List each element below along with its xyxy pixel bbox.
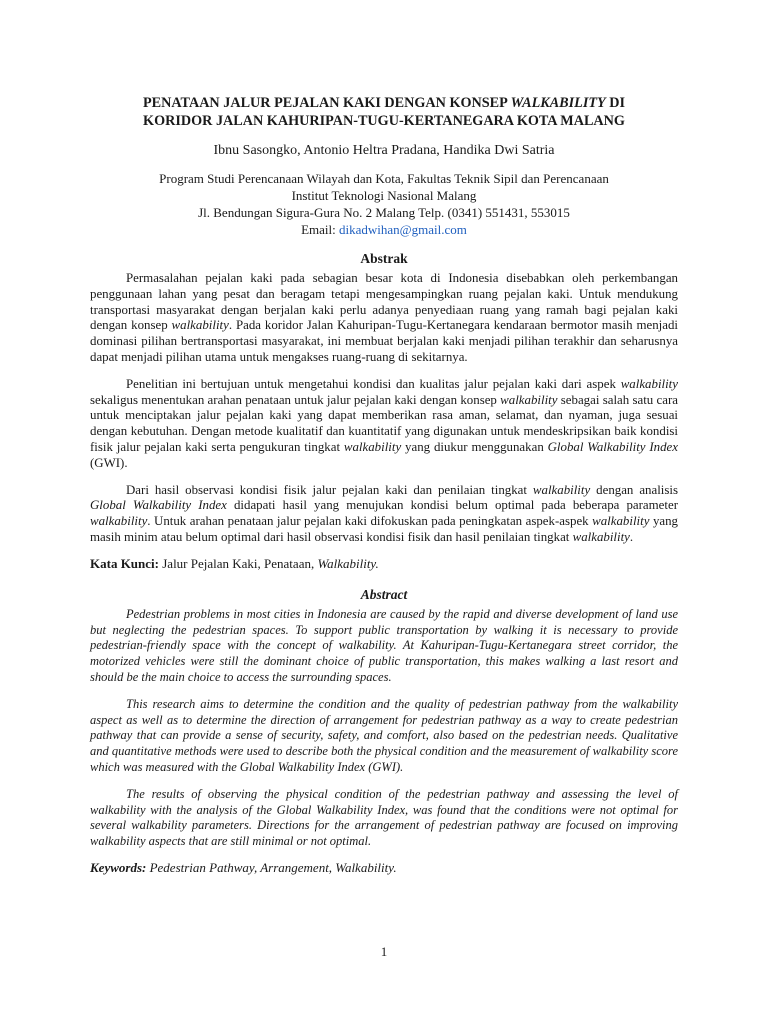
italic-term: walkability (592, 514, 650, 529)
affiliation-line1: Program Studi Perencanaan Wilayah dan Kota, Fakultas Teknik Sipil dan Perencanaan (159, 171, 609, 186)
kata-kunci-italic: Walkability. (317, 555, 379, 571)
email-link[interactable]: dikadwihan@gmail.com (339, 222, 467, 237)
abstract-heading: Abstract (360, 586, 408, 602)
italic-term: walkability (90, 514, 148, 529)
abstrak-paragraph-3 (90, 483, 678, 546)
affiliation-email (90, 221, 678, 238)
kata-kunci-label: Kata Kunci: (90, 555, 159, 571)
kata-kunci-text: Jalur Pejalan Kaki, Penataan, (158, 555, 318, 571)
abstrak-body (90, 271, 678, 546)
text-run: yang diukur menggunakan (401, 439, 548, 454)
title-line1-pre: PENATAAN JALUR PEJALAN KAKI DENGAN KONSEP (142, 95, 511, 111)
italic-term: walkability (572, 529, 630, 544)
abstract-paragraph-1: Pedestrian problems in most cities in Indonesia are caused by the rapid and diverse development of land use but neglecting the pedestrian spaces. To support public transportation by walking it is necessary to provide pedestrian-friendly space with the concept of walkability. At Kahuripan-Tugu-Kertanegara street corridor, the motorized vehicles were still the dominant choice of public transportation, this makes walking a last resort and should be the main choice to access the surrounding spaces. (90, 606, 678, 684)
abstrak-heading: Abstrak (360, 251, 408, 266)
text-run: Dari hasil observasi kondisi fisik jalur pejalan kaki dan penilaian tingkat (126, 482, 533, 497)
abstract-paragraph-2: This research aims to determine the condition and the quality of pedestrian pathway from the walkability aspect as well as to determine the direction of arrangement for pedestrian pathway as a way to create pedestrian pathway that can provide a sense of security, safety, and comfort, also based on the pedestrian needs. Qualitative and quantitative methods were used to describe both the physical condition and the measurement of walkability score which was measured with the Global Walkability Index (GWI). (90, 696, 678, 774)
text-run: . Pada koridor Jalan Kahuripan-Tugu-Kertanegara kendaraan bermotor masih menjadi dominasi pilihan bertransportasi masyarakat, ini membuat berjalan kaki menjadi pilihan terakhir dan seharusnya dapat menjadi pilihan utama untuk mengakses ruang-ruang di sekitarnya. (90, 318, 678, 364)
email-label: Email: (301, 222, 340, 237)
italic-term: Global Walkability Index (90, 498, 227, 513)
title-line1-post: DI (605, 95, 626, 111)
abstract-body (90, 607, 678, 850)
italic-term: walkability (532, 482, 591, 497)
affiliation-line3: Jl. Bendungan Sigura-Gura No. 2 Malang Telp. (0341) 551431, 553015 (198, 205, 570, 220)
paper-title (90, 94, 678, 130)
italic-term: walkability (343, 439, 402, 454)
title-line2: KORIDOR JALAN KAHURIPAN-TUGU-KERTANEGARA KOTA MALANG (143, 113, 625, 129)
keywords (90, 859, 678, 876)
text-run: sebagai salah satu cara untuk menciptakan jalur pejalan kaki yang dapat memberikan rasa aman, selamat, dan nyaman, juga sesuai dengan kebutuhan. Dengan metode kualitatif dan kuantitatif yang digunakan untuk mendeskripsikan baik kondisi fisik jalur pejalan kaki serta pengukuran tingkat (90, 392, 678, 454)
kata-kunci (90, 555, 678, 572)
italic-term: walkability (500, 392, 558, 407)
text-run: yang masih minim atau belum optimal dari hasil observasi kondisi fisik dan hasil penilaian tingkat (90, 514, 679, 544)
keywords-label: Keywords: (90, 859, 147, 875)
affiliation-line2: Institut Teknologi Nasional Malang (291, 188, 477, 203)
abstrak-paragraph-1 (90, 271, 678, 366)
authors: Ibnu Sasongko, Antonio Heltra Pradana, Handika Dwi Satria (213, 143, 555, 158)
affiliation (90, 170, 678, 238)
keywords-text: Pedestrian Pathway, Arrangement, Walkability. (146, 859, 397, 875)
text-run: didapati hasil yang menujukan kondisi belum optimal pada beberapa parameter (226, 498, 678, 513)
text-run: (GWI). (90, 455, 128, 470)
text-run: . Untuk arahan penataan jalur pejalan kaki difokuskan pada peningkatan aspek-aspek (147, 514, 593, 529)
page-number: 1 (380, 944, 388, 959)
italic-term: walkability (620, 376, 678, 391)
abstract-paragraph-3: The results of observing the physical condition of the pedestrian pathway and assessing the level of walkability with the analysis of the Global Walkability Index, was found that the conditions were not optimal for several walkability parameters. Directions for the arrangement of pedestrian pathway are focused on improving walkability aspects that are still minimal or not optimal. (90, 786, 678, 849)
text-run: sekaligus menentukan arahan penataan untuk jalur pejalan kaki dengan konsep (90, 392, 501, 407)
italic-term: Global Walkability Index (547, 439, 678, 454)
title-line1-italic: WALKABILITY (510, 95, 606, 111)
text-run: dengan analisis (590, 482, 678, 497)
italic-term: walkability (171, 318, 229, 333)
text-run: Penelitian ini bertujuan untuk mengetahui kondisi dan kualitas jalur pejalan kaki dari aspek (126, 376, 621, 391)
text-run: Permasalahan pejalan kaki pada sebagian besar kota di Indonesia disebabkan oleh perkembangan penggunaan lahan yang pesat dan beragam tetapi mengesampingkan ruang pejalan kaki. Untuk mendukung transportasi masyarakat dengan berjalan kaki perlu adanya penyediaan ruang yang ramah bagi pejalan kaki dengan konsep (90, 271, 678, 333)
abstrak-paragraph-2 (90, 377, 678, 472)
text-run: . (629, 529, 634, 544)
